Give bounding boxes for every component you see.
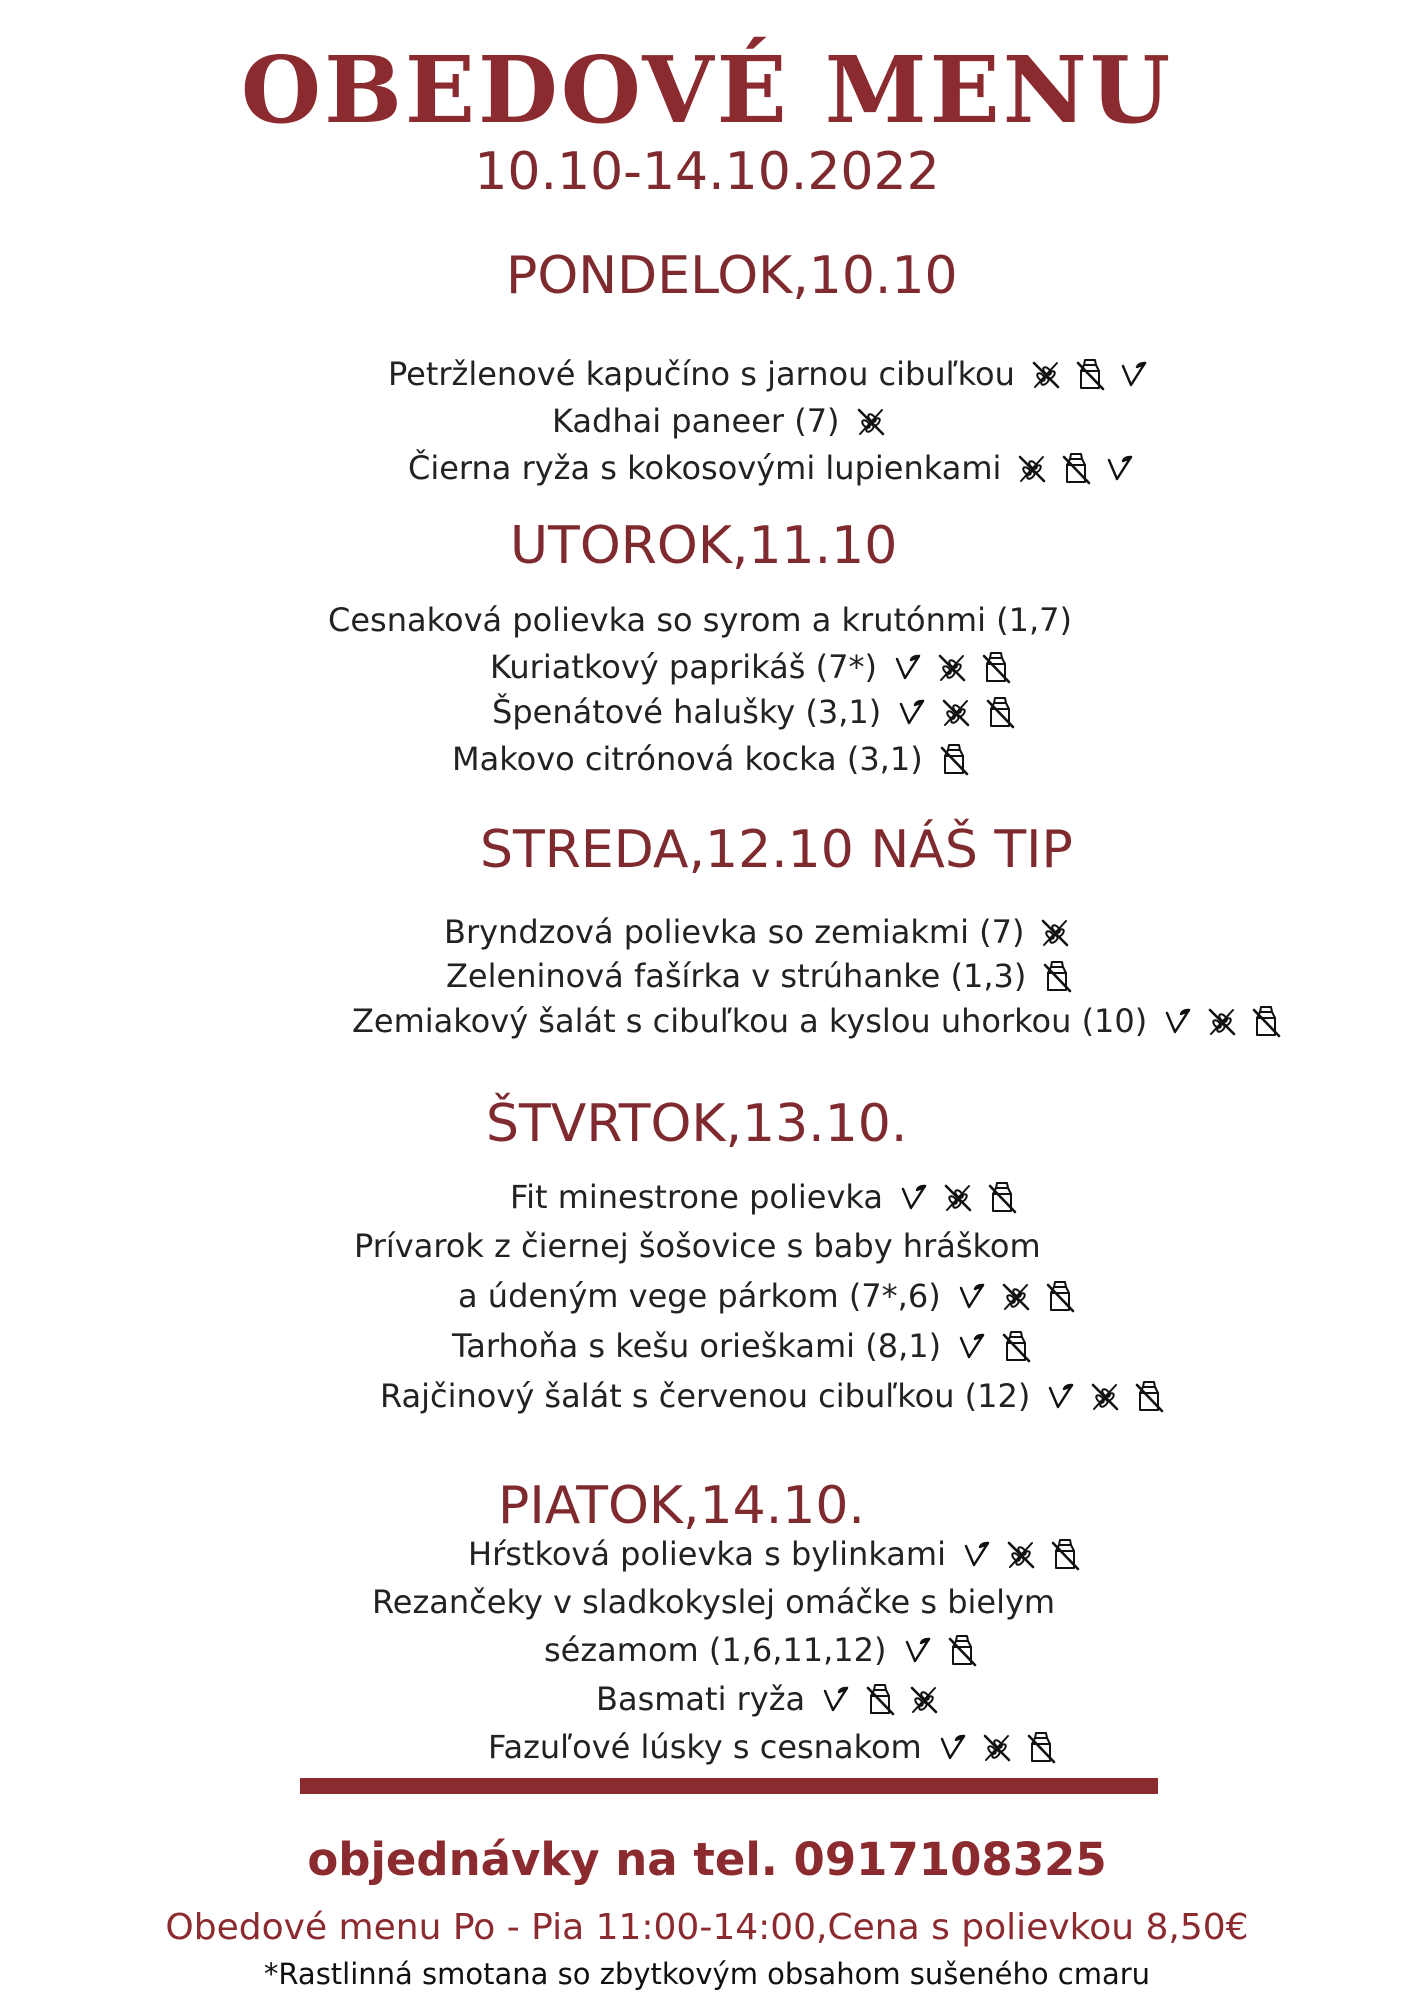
menu-item-text: Hŕstková polievka s bylinkami xyxy=(468,1535,946,1573)
gluten-free-icon xyxy=(1029,357,1063,391)
lactose-free-icon xyxy=(937,742,971,776)
menu-item xyxy=(328,598,1086,642)
dietary-icons xyxy=(1038,915,1072,949)
dietary-icons xyxy=(901,1633,979,1667)
vegan-icon xyxy=(1117,357,1151,391)
gluten-free-icon xyxy=(935,650,969,684)
dietary-icons xyxy=(960,1537,1082,1571)
menu-item-text: Čierna ryža s kokosovými lupienkami xyxy=(408,449,1002,487)
lactose-free-icon xyxy=(945,1633,979,1667)
gluten-free-icon xyxy=(999,1279,1033,1313)
vegan-icon xyxy=(936,1730,970,1764)
menu-item xyxy=(354,1224,1055,1268)
menu-item xyxy=(372,1580,1069,1624)
dietary-icons xyxy=(854,404,888,438)
gluten-free-icon xyxy=(939,695,973,729)
dietary-icons xyxy=(937,742,971,776)
menu-item xyxy=(446,954,1074,998)
dietary-icons xyxy=(1015,451,1137,485)
lactose-free-icon xyxy=(1024,1730,1058,1764)
lactose-free-icon xyxy=(983,695,1017,729)
dietary-icons xyxy=(955,1279,1077,1313)
menu-item-text: Špenátové halušky (3,1) xyxy=(492,693,882,731)
gluten-free-icon xyxy=(1038,915,1072,949)
gluten-free-icon xyxy=(980,1730,1014,1764)
gluten-free-icon xyxy=(1088,1379,1122,1413)
menu-item xyxy=(490,645,1013,689)
menu-item xyxy=(458,1274,1077,1318)
lactose-free-icon xyxy=(979,650,1013,684)
menu-item xyxy=(352,999,1283,1043)
menu-item xyxy=(388,352,1151,396)
dietary-icons xyxy=(955,1329,1033,1363)
gluten-free-icon xyxy=(907,1682,941,1716)
menu-item xyxy=(452,1324,1033,1368)
day-heading-friday: PIATOK,14.10. xyxy=(498,1476,865,1536)
vegan-icon xyxy=(891,650,925,684)
menu-item-text: Rezančeky v sladkokyslej omáčke s bielym xyxy=(372,1583,1056,1621)
dietary-icons xyxy=(1029,357,1151,391)
lactose-free-icon xyxy=(1048,1537,1082,1571)
menu-item xyxy=(380,1374,1166,1418)
menu-item-text: Kuriatkový paprikáš (7*) xyxy=(490,648,877,686)
gluten-free-icon xyxy=(941,1180,975,1214)
menu-item xyxy=(452,737,971,781)
menu-item-text: Tarhoňa s kešu orieškami (8,1) xyxy=(452,1327,942,1365)
lactose-free-icon xyxy=(1249,1004,1283,1038)
vegan-icon xyxy=(901,1633,935,1667)
menu-item xyxy=(488,1725,1058,1769)
menu-item-text: Fazuľové lúsky s cesnakom xyxy=(488,1728,922,1766)
lactose-free-icon xyxy=(985,1180,1019,1214)
vegan-icon xyxy=(1103,451,1137,485)
menu-item xyxy=(552,399,888,443)
day-heading-thursday: ŠTVRTOK,13.10. xyxy=(486,1094,908,1154)
menu-item-text: Petržlenové kapučíno s jarnou cibuľkou xyxy=(388,355,1015,393)
menu-item-text: Basmati ryža xyxy=(596,1680,806,1718)
dietary-icons xyxy=(1161,1004,1283,1038)
day-heading-tuesday: UTOROK,11.10 xyxy=(510,516,898,576)
menu-item xyxy=(444,910,1072,954)
vegan-icon xyxy=(897,1180,931,1214)
menu-item-text: sézamom (1,6,11,12) xyxy=(544,1631,887,1669)
menu-item-text: Bryndzová polievka so zemiakmi (7) xyxy=(444,913,1025,951)
lactose-free-icon xyxy=(1040,959,1074,993)
menu-item-text: Zemiakový šalát s cibuľkou a kyslou uhorkou (10) xyxy=(352,1002,1148,1040)
date-range: 10.10-14.10.2022 xyxy=(474,142,940,202)
lactose-free-icon xyxy=(863,1682,897,1716)
menu-item xyxy=(492,690,1017,734)
lactose-free-icon xyxy=(999,1329,1033,1363)
lactose-free-icon xyxy=(1073,357,1107,391)
hours-price-line: Obedové menu Po - Pia 11:00-14:00,Cena s polievkou 8,50€ xyxy=(165,1907,1249,1948)
vegan-icon xyxy=(1161,1004,1195,1038)
gluten-free-icon xyxy=(1015,451,1049,485)
menu-item-text: a údeným vege párkom (7*,6) xyxy=(458,1277,941,1315)
vegan-icon xyxy=(895,695,929,729)
menu-item-text: Zeleninová fašírka v strúhanke (1,3) xyxy=(446,957,1027,995)
menu-item xyxy=(408,446,1137,490)
dietary-icons xyxy=(895,695,1017,729)
menu-item xyxy=(468,1532,1082,1576)
menu-item xyxy=(544,1628,979,1672)
dietary-icons xyxy=(936,1730,1058,1764)
lactose-free-icon xyxy=(1043,1279,1077,1313)
dietary-icons xyxy=(1044,1379,1166,1413)
menu-item xyxy=(596,1677,941,1721)
vegan-icon xyxy=(960,1537,994,1571)
day-heading-wednesday: STREDA,12.10 NÁŠ TIP xyxy=(480,820,1073,880)
dietary-icons xyxy=(819,1682,941,1716)
vegan-icon xyxy=(955,1279,989,1313)
vegan-icon xyxy=(819,1682,853,1716)
menu-item-text: Fit minestrone polievka xyxy=(510,1178,883,1216)
order-phone-line: objednávky na tel. 0917108325 xyxy=(307,1833,1107,1886)
dietary-icons xyxy=(897,1180,1019,1214)
gluten-free-icon xyxy=(1004,1537,1038,1571)
day-heading-monday: PONDELOK,10.10 xyxy=(506,246,958,306)
vegan-icon xyxy=(955,1329,989,1363)
dietary-icons xyxy=(1040,959,1074,993)
menu-item-text: Kadhai paneer (7) xyxy=(552,402,840,440)
gluten-free-icon xyxy=(1205,1004,1239,1038)
menu-item-text: Rajčinový šalát s červenou cibuľkou (12) xyxy=(380,1377,1031,1415)
menu-item-text: Cesnaková polievka so syrom a krutónmi (1,7) xyxy=(328,601,1072,639)
divider xyxy=(300,1778,1158,1794)
menu-title: OBEDOVÉ MENU xyxy=(240,36,1174,144)
menu-item-text: Prívarok z čiernej šošovice s baby hráškom xyxy=(354,1227,1041,1265)
vegan-icon xyxy=(1044,1379,1078,1413)
lactose-free-icon xyxy=(1059,451,1093,485)
lactose-free-icon xyxy=(1132,1379,1166,1413)
dietary-icons xyxy=(891,650,1013,684)
menu-item-text: Makovo citrónová kocka (3,1) xyxy=(452,740,923,778)
footnote: *Rastlinná smotana so zbytkovým obsahom sušeného cmaru xyxy=(263,1957,1151,1991)
menu-item xyxy=(510,1175,1019,1219)
gluten-free-icon xyxy=(854,404,888,438)
